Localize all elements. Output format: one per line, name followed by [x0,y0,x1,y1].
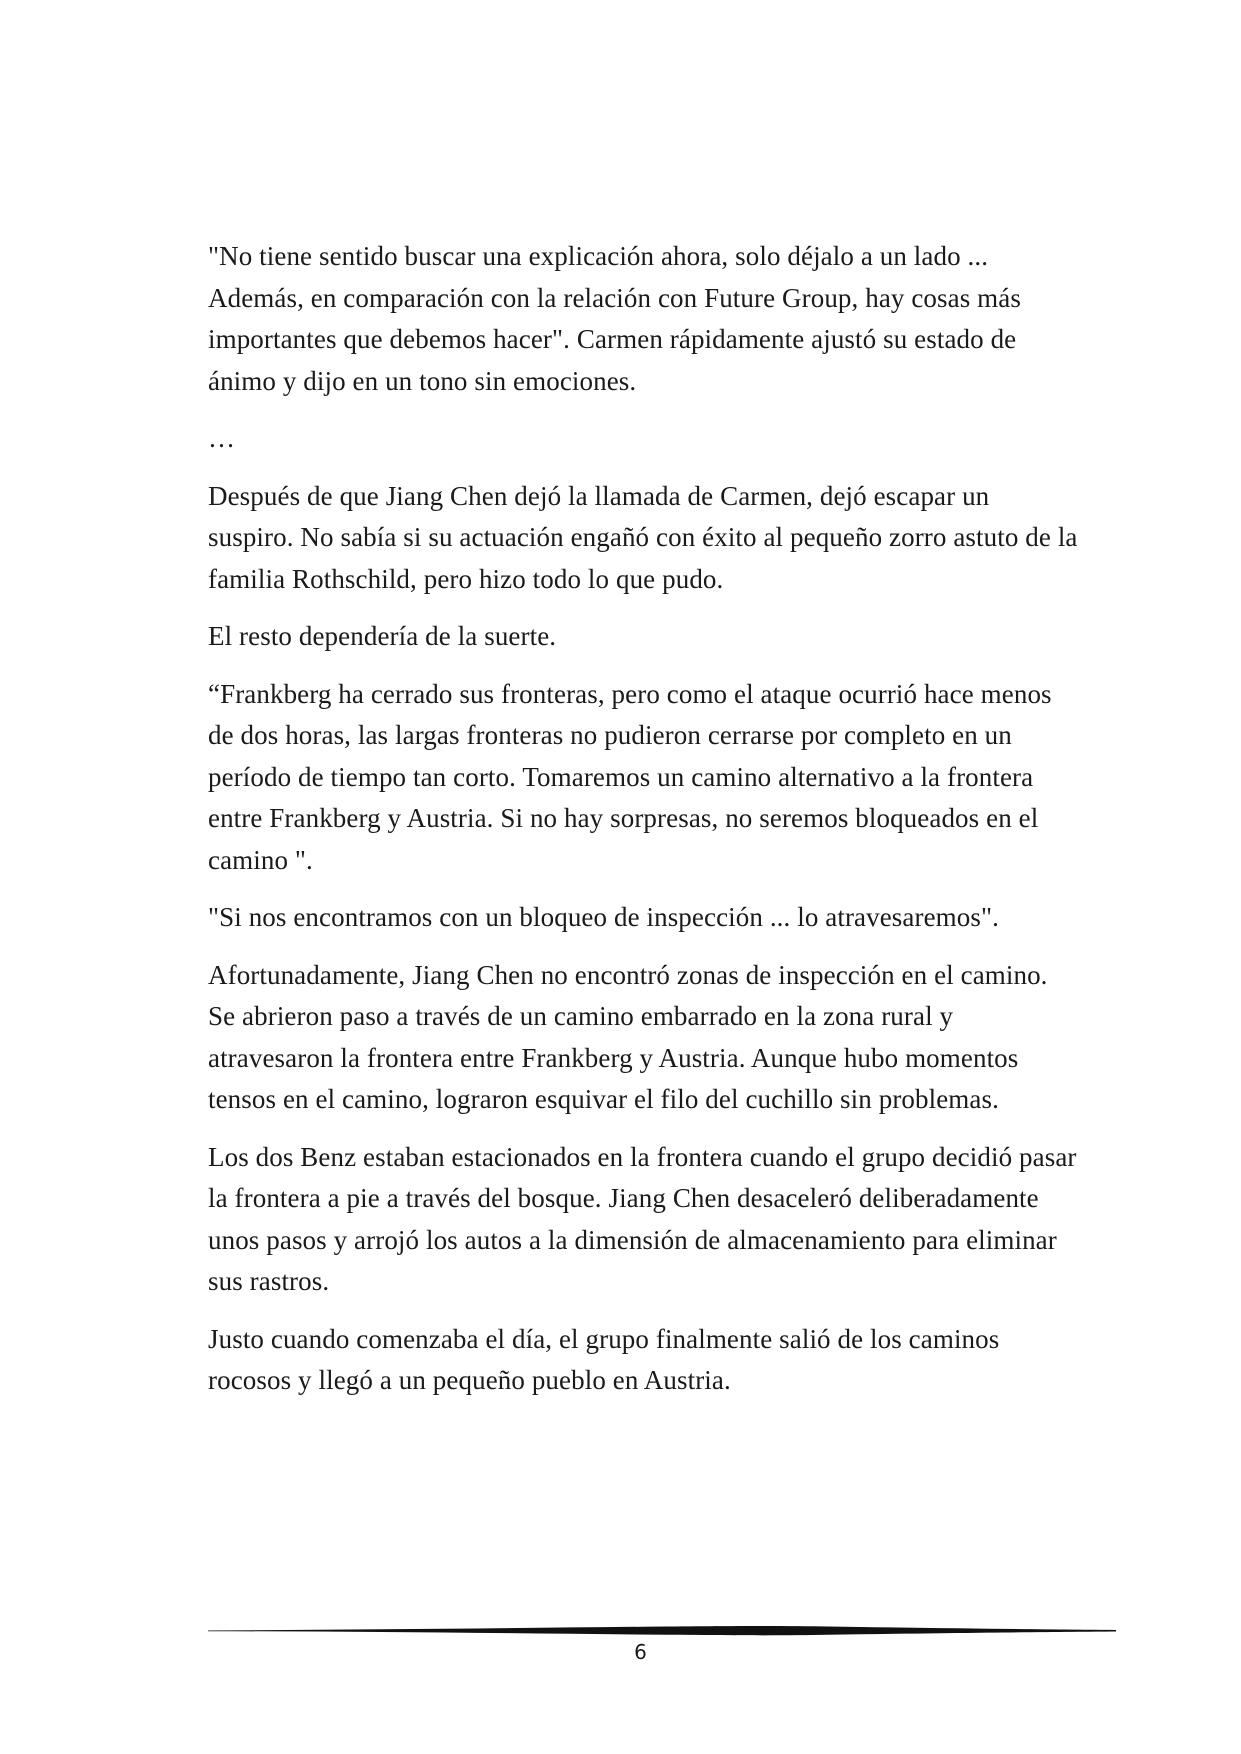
paragraph: Los dos Benz estaban estacionados en la frontera cuando el grupo decidió pasar la frontera a pie a través del bosque. Jiang Chen desaceleró deliberadamente unos pasos y arrojó los autos a la dimensión de almacenamiento para eliminar sus rastros. [208,1141,1077,1296]
paragraph: "Si nos encontramos con un bloqueo de inspección ... lo atravesaremos". [208,902,999,932]
page-body [208,236,1078,1418]
paragraph: Afortunadamente, Jiang Chen no encontró zonas de inspección en el camino. Se abrieron paso a través de un camino embarrado en la zona rural y atravesaron la frontera entre Frankberg y Austria. Aunque hubo momentos tensos en el camino, lograron esquivar el filo del cuchillo sin problemas. [208,959,1048,1114]
paragraph: Después de que Jiang Chen dejó la llamada de Carmen, dejó escapar un suspiro. No sabía si su actuación engañó con éxito al pequeño zorro astuto de la familia Rothschild, pero hizo todo lo que pudo. [208,480,1078,594]
paragraph: El resto dependería de la suerte. [208,621,557,651]
paragraph-ellipsis: … [208,423,236,453]
page-number: 6 [634,1640,647,1664]
paragraph: "No tiene sentido buscar una explicación ahora, solo déjalo a un lado ... Además, en comparación con la relación con Future Group, hay cosas más importantes que debemos hacer". Carmen rápidamente ajustó su estado de ánimo y dijo en un tono sin emociones. [208,241,1021,396]
paragraph: “Frankberg ha cerrado sus fronteras, pero como el ataque ocurrió hace menos de dos horas, las largas fronteras no pudieron cerrarse por completo en un período de tiempo tan corto. Tomaremos un camino alternativo a la frontera entre Frankberg y Austria. Si no hay sorpresas, no seremos bloqueados en el camino ". [208,678,1052,875]
footer-divider [208,1624,1116,1638]
paragraph: Justo cuando comenzaba el día, el grupo finalmente salió de los caminos rocosos y llegó a un pequeño pueblo en Austria. [208,1323,1000,1395]
